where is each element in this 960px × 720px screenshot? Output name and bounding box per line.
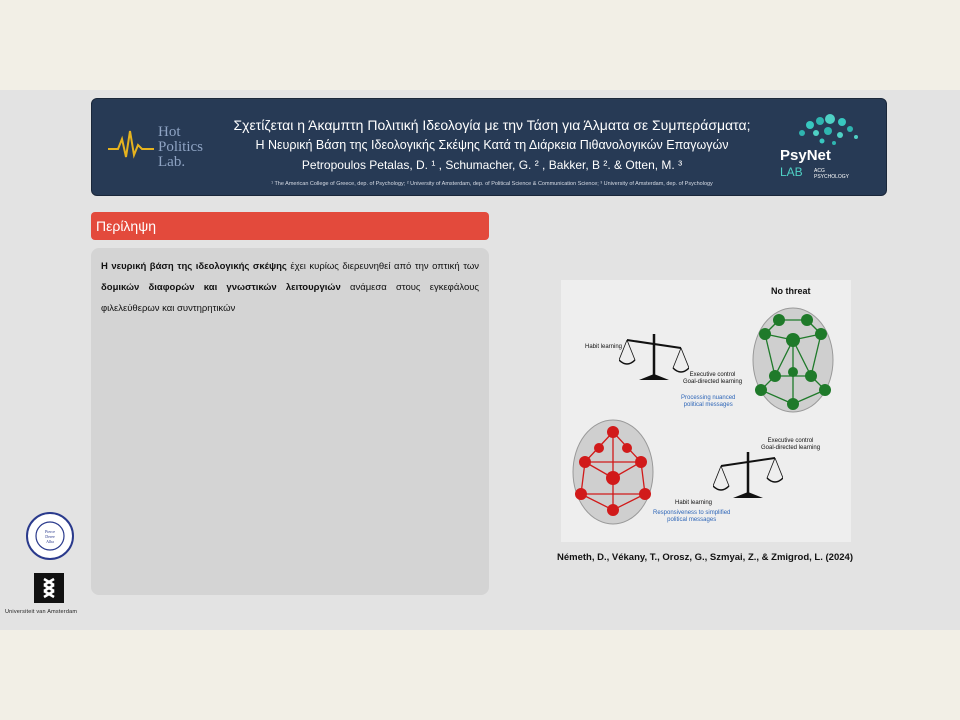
uva-name: Universiteit van Amsterdam — [5, 609, 78, 615]
label-exec-top: Executive control Goal-directed learning — [683, 372, 743, 385]
psynet-lab-label: LAB — [780, 165, 803, 179]
svg-text:Deree: Deree — [45, 534, 55, 539]
figure-title: No threat — [771, 286, 811, 296]
psynet-name: PsyNet — [780, 147, 831, 164]
brain-red-icon — [571, 418, 655, 526]
acg-seal-logo — [26, 512, 74, 560]
poster-affiliations: ¹ The American College of Greece, dep. of Psychology; ² University of Amsterdam, dep. of Political Science & Communication Science; ³ University of Amsterdam, dep. of Psychology — [271, 181, 713, 187]
scale-icon-bottom — [713, 448, 783, 500]
psynet-lab-logo — [780, 113, 876, 189]
svg-text:Pierce: Pierce — [45, 529, 55, 534]
abstract-bold-2: δομικών διαφορών και γνωστικών λειτουργιών — [101, 282, 341, 293]
uva-logo — [34, 573, 64, 603]
brain-green-icon — [751, 306, 835, 414]
abstract-text — [101, 256, 479, 319]
svg-text:Alba: Alba — [46, 539, 54, 544]
abstract-box — [91, 248, 489, 595]
label-habit-bottom: Habit learning — [675, 500, 713, 506]
neural-network-icon — [794, 113, 864, 149]
figure-citation: Németh, D., Vékany, T., Orosz, G., Szmyai, Z., & Zmigrod, L. (2024) — [557, 552, 853, 563]
label-exec-bottom: Executive control Goal-directed learning — [761, 438, 821, 451]
brain-figure — [561, 280, 851, 542]
uva-crosses-icon — [34, 573, 64, 603]
scale-icon — [619, 330, 689, 382]
abstract-bold-1: Η νευρική βάση της ιδεολογικής σκέψης — [101, 261, 287, 272]
psynet-acg-label: ACG PSYCHOLOGY — [814, 168, 850, 180]
label-habit-top: Habit learning — [585, 344, 623, 350]
hot-politics-lab-text: Hot Politics Lab. — [158, 124, 204, 170]
label-blue-bottom: Responsiveness to simplified political messages — [653, 510, 731, 523]
poster-title: Σχετίζεται η Άκαμπτη Πολιτική Ιδεολογία με την Τάση για Άλματα σε Συμπεράσματα; — [233, 117, 751, 133]
poster-subtitle: Η Νευρική Βάση της Ιδεολογικής Σκέψης Κατά τη Διάρκεια Πιθανολογικών Επαγωγών — [255, 138, 729, 152]
abstract-text-2: ανάμεσα στους εγκεφάλους φιλελεύθερων και συντηρητικών — [101, 282, 479, 314]
poster-header — [91, 98, 887, 196]
poster-authors: Petropoulos Petalas, D. ¹ , Schumacher, G. ² , Bakker, B ². & Otten, M. ³ — [301, 158, 683, 172]
poster-slide — [0, 90, 960, 630]
abstract-heading: Περίληψη — [91, 212, 489, 240]
abstract-text-1: έχει κυρίως διερευνηθεί από την οπτική των — [286, 261, 479, 272]
label-blue-top: Processing nuanced political messages — [681, 395, 736, 408]
heartbeat-icon — [108, 125, 156, 165]
